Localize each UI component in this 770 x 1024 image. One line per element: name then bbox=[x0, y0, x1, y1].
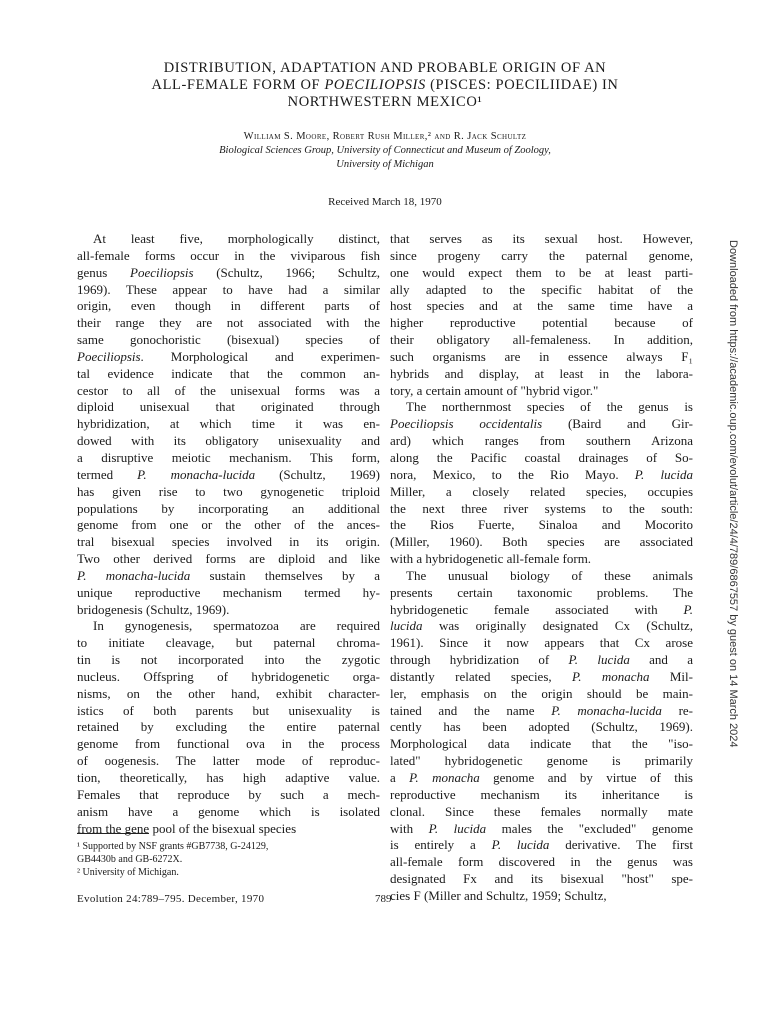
paper-title bbox=[80, 60, 690, 111]
text-line: their obligatory all-femaleness. In addition, bbox=[390, 332, 693, 348]
author-block bbox=[80, 130, 690, 172]
text-line: tal evidence indicate that the common an- bbox=[77, 365, 380, 381]
text-line: cies F (Miller and Schultz, 1959; Schultz, bbox=[390, 887, 607, 903]
text-line: nisms, on the other hand, exhibit character- bbox=[77, 685, 380, 701]
text-line: hybridogenetic female associated with P. bbox=[390, 601, 693, 617]
text-line: from the gene pool of the bisexual species bbox=[77, 820, 297, 836]
text-line: that serves as its sexual host. However, bbox=[390, 231, 693, 246]
body-column-left bbox=[77, 231, 380, 837]
text-line: (Miller, 1960). Both species are associated bbox=[390, 534, 693, 550]
text-line: The unusual biology of these animals bbox=[406, 567, 693, 583]
text-line: nucleus. Offspring of hybridogenetic orga- bbox=[77, 668, 380, 684]
text-line: lucida was originally designated Cx (Schultz, bbox=[390, 618, 693, 634]
footnote: ¹ Supported by NSF grants #GB7738, G-24129, bbox=[77, 841, 269, 852]
text-line: all-female form discovered in the genus was bbox=[390, 854, 693, 870]
text-line: The northernmost species of the genus is bbox=[406, 399, 693, 415]
text-line: Females that reproduce by such a mech- bbox=[77, 786, 380, 802]
text-line: Two other derived forms are diploid and like bbox=[77, 551, 380, 567]
footnote-rule bbox=[77, 833, 149, 834]
text-line: ard) which ranges from southern Arizona bbox=[390, 433, 693, 449]
title-line: NORTHWESTERN MEXICO¹ bbox=[287, 94, 483, 110]
text-line: tained and the name P. monacha-lucida re- bbox=[390, 702, 693, 718]
page-number: 789 bbox=[375, 893, 392, 905]
text-line: their range they are not associated with the bbox=[77, 315, 380, 331]
text-line: 1969). These appear to have had a similar bbox=[77, 281, 380, 297]
text-line: genome from functional ova in the process bbox=[77, 736, 380, 752]
text-line: genus Poeciliopsis (Schultz, 1966; Schultz, bbox=[77, 264, 380, 280]
text-line: anism have a genome which is isolated bbox=[77, 803, 380, 819]
affiliation: University of Michigan bbox=[336, 159, 434, 170]
text-line: such organisms are in essence always F₁ bbox=[390, 348, 693, 364]
affiliation: Biological Sciences Group, University of Connecticut and Museum of Zoology, bbox=[219, 145, 551, 156]
text-line: ally adapted to the specific habitat of the bbox=[390, 281, 693, 297]
text-line: Miller, a closely related species, occupies bbox=[390, 483, 693, 499]
footnote: ² University of Michigan. bbox=[77, 867, 179, 878]
footnote: GB4430b and GB-6272X. bbox=[77, 854, 183, 865]
text-line: istics of both parents but unisexuality is bbox=[77, 702, 380, 718]
text-line: tral bisexual species involved in its origin. bbox=[77, 534, 380, 550]
text-line: populations by incorporating an additional bbox=[77, 500, 380, 516]
text-line: At least five, morphologically distinct, bbox=[93, 231, 380, 246]
text-line: since progeny carry the paternal genome, bbox=[390, 247, 693, 263]
text-line: host species and at the same time have a bbox=[390, 298, 693, 314]
text-line: tion, theoretically, has high adaptive value. bbox=[77, 770, 380, 785]
text-line: origin, even though in different parts of bbox=[77, 298, 380, 314]
text-line: hybrids and display, at least in the labora- bbox=[390, 365, 693, 381]
text-line: Poeciliopsis. Morphological and experimen- bbox=[77, 348, 380, 364]
text-line: a P. monacha genome and by virtue of this bbox=[390, 770, 693, 785]
text-line: is entirely a P. lucida derivative. The first bbox=[390, 837, 693, 853]
text-line: along the Pacific coastal drainages of So- bbox=[390, 449, 693, 465]
text-line: Poeciliopsis occidentalis (Baird and Gir- bbox=[390, 416, 693, 432]
journal-citation: Evolution 24:789–795. December, 1970 bbox=[77, 893, 265, 905]
text-line: 1961). Since it now appears that Cx arose bbox=[390, 635, 693, 651]
text-line: bridogenesis (Schultz, 1969). bbox=[77, 601, 230, 617]
footnotes bbox=[77, 840, 380, 879]
text-line: P. monacha-lucida sustain themselves by a bbox=[77, 567, 380, 583]
text-line: cestor to all of the unisexual forms was a bbox=[77, 382, 380, 398]
text-line: Morphological data indicate that the "iso- bbox=[390, 736, 693, 752]
author-names: William S. Moore, Robert Rush Miller,² and R. Jack Schultz bbox=[243, 131, 527, 142]
text-line: termed P. monacha-lucida (Schultz, 1969) bbox=[77, 466, 380, 482]
text-line: higher reproductive potential because of bbox=[390, 315, 693, 331]
download-watermark: Downloaded from https://academic.oup.com/evolut/article/24/4/789/6867557 by guest on 14 March 2024 bbox=[727, 240, 739, 748]
text-line: retained by excluding the entire paternal bbox=[77, 719, 380, 735]
text-line: same gonochoristic (bisexual) species of bbox=[77, 332, 380, 348]
text-line: lated" hybridogenetic genome is primarily bbox=[390, 753, 693, 769]
text-line: all-female forms occur in the viviparous fish bbox=[77, 247, 380, 263]
text-line: through hybridization of P. lucida and a bbox=[390, 652, 693, 668]
text-line: the next three river systems to the south: bbox=[390, 500, 693, 516]
text-line: dowed with its obligatory unisexuality and bbox=[77, 433, 380, 449]
text-line: distantly related species, P. monacha Mil- bbox=[390, 668, 693, 684]
text-line: hybridization, at which time it was en- bbox=[77, 416, 380, 432]
text-line: a disruptive meiotic mechanism. This form, bbox=[77, 449, 380, 465]
text-line: with a hybridogenetic all-female form. bbox=[390, 551, 592, 567]
text-line: tin is not incorporated into the zygotic bbox=[77, 652, 380, 668]
text-line: designated Fx and its bisexual "host" spe- bbox=[390, 871, 693, 887]
text-line: has given rise to two gynogenetic triploid bbox=[77, 483, 380, 499]
body-column-right bbox=[390, 231, 693, 905]
text-line: clonal. Since these females normally mate bbox=[390, 803, 693, 819]
text-line: ler, emphasis on the origin should be main- bbox=[390, 685, 693, 701]
text-line: diploid unisexual that originated through bbox=[77, 399, 380, 415]
text-line: genome from one or the other of the ances- bbox=[77, 517, 380, 533]
text-line: with P. lucida males the "excluded" genome bbox=[390, 820, 693, 836]
title-line: ALL-FEMALE FORM OF POECILIOPSIS (PISCES: POECILIIDAE) IN bbox=[151, 77, 619, 93]
text-line: reproductive mechanism its inheritance is bbox=[390, 786, 693, 802]
text-line: tory, a certain amount of "hybrid vigor." bbox=[390, 382, 599, 398]
text-line: of oogenesis. The latter mode of reproduc- bbox=[77, 753, 380, 769]
text-line: to initiate cleavage, but paternal chroma- bbox=[77, 635, 380, 651]
text-line: In gynogenesis, spermatozoa are required bbox=[93, 618, 380, 634]
text-line: cently has been adopted (Schultz, 1969). bbox=[390, 719, 693, 735]
text-line: presents certain taxonomic problems. The bbox=[390, 584, 693, 600]
received-date: Received March 18, 1970 bbox=[328, 196, 442, 208]
text-line: nora, Mexico, to the Rio Mayo. P. lucida bbox=[390, 466, 693, 482]
text-line: unique reproductive mechanism termed hy- bbox=[77, 584, 380, 600]
text-line: the Rios Fuerte, Sinaloa and Mocorito bbox=[390, 517, 693, 533]
title-line: DISTRIBUTION, ADAPTATION AND PROBABLE ORIGIN OF AN bbox=[163, 60, 607, 76]
text-line: one would expect them to be at least parti- bbox=[390, 264, 693, 280]
